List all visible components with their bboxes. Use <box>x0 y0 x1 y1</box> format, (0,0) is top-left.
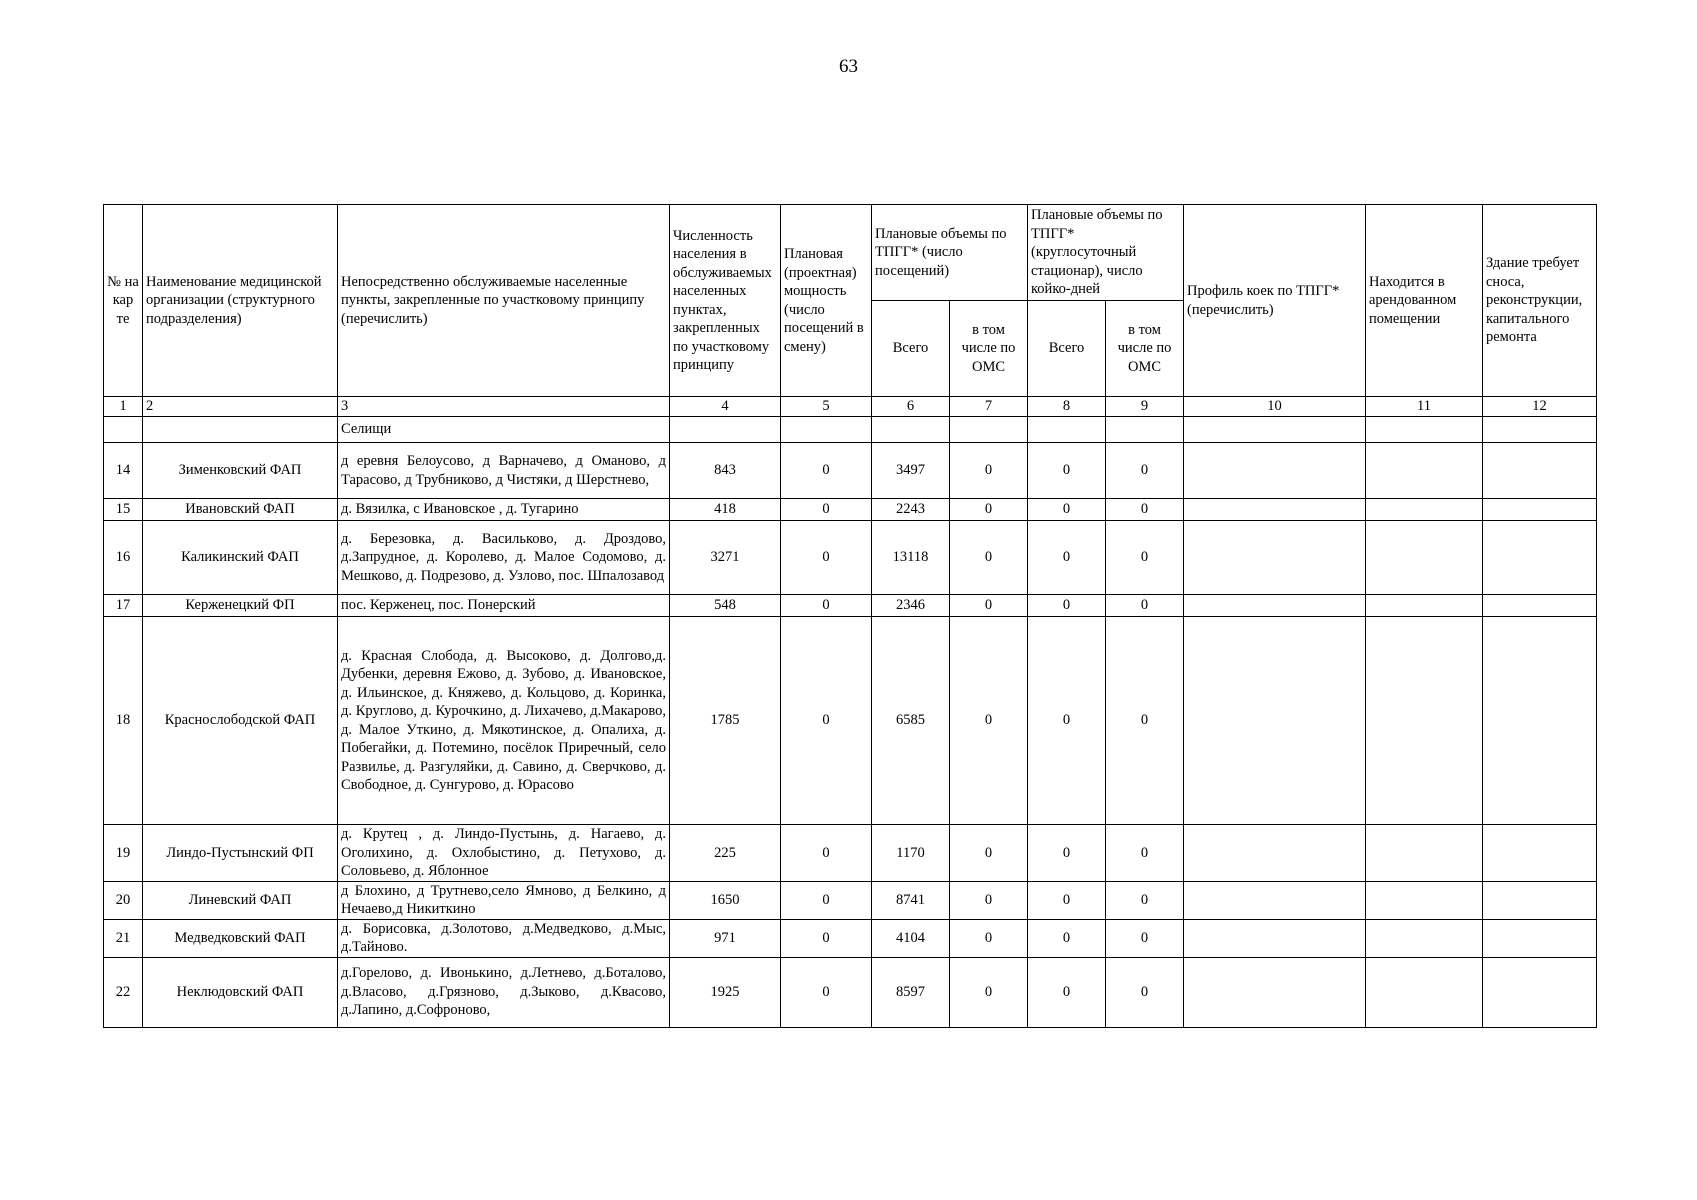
beds-oms: 0 <box>1106 957 1184 1027</box>
beds-total: 0 <box>1028 595 1106 617</box>
organization-name: Зименковский ФАП <box>143 443 338 499</box>
rented-premises <box>1366 443 1483 499</box>
column-number: 12 <box>1483 397 1597 417</box>
row-number: 19 <box>104 825 143 882</box>
table-row <box>104 595 1597 617</box>
bed-profile <box>1184 443 1366 499</box>
header-building-repair: Здание требует сноса, реконструкции, капитального ремонта <box>1483 205 1597 397</box>
beds-total: 0 <box>1028 521 1106 595</box>
header-population: Численность населения в обслуживаемых населенных пунктах, закрепленных по участковому принципу <box>670 205 781 397</box>
population: 1785 <box>670 617 781 825</box>
beds-oms: 0 <box>1106 881 1184 919</box>
beds-total: 0 <box>1028 617 1106 825</box>
organization-name: Каликинский ФАП <box>143 521 338 595</box>
bed-profile <box>1184 881 1366 919</box>
population: 548 <box>670 595 781 617</box>
beds-total: 0 <box>1028 881 1106 919</box>
capacity: 0 <box>781 521 872 595</box>
capacity: 0 <box>781 499 872 521</box>
visits-oms: 0 <box>950 443 1028 499</box>
visits-total: 8741 <box>872 881 950 919</box>
capacity: 0 <box>781 443 872 499</box>
organization-name: Линевский ФАП <box>143 881 338 919</box>
column-number: 4 <box>670 397 781 417</box>
row-number: 21 <box>104 919 143 957</box>
table-row <box>104 617 1597 825</box>
population: 418 <box>670 499 781 521</box>
visits-oms: 0 <box>950 919 1028 957</box>
rented-premises <box>1366 919 1483 957</box>
header-organization-name: Наименование медицинской организации (структурного подразделения) <box>143 205 338 397</box>
settlements-list: д. Красная Слобода, д. Высоково, д. Долгово,д. Дубенки, деревня Ежово, д. Зубово, д. Ивановское, д. Ильинское, д. Княжево, д. Кольцово, д. Коринка, д. Круглово, д. Курочкино, д. Лихачево, д.Макарово, д. Малое Уткино, д. Мякотинское, д. Опалиха, д. Побегайки, д. Потемино, посёлок Приречный, село Развилье, д. Разгуляйки, д. Савино, д. Сверчково, д. Свободное, д. Сунгурово, д. Юрасово <box>338 617 670 825</box>
population: 225 <box>670 825 781 882</box>
building-repair <box>1483 595 1597 617</box>
column-number: 9 <box>1106 397 1184 417</box>
column-number: 3 <box>338 397 670 417</box>
population: 3271 <box>670 521 781 595</box>
beds-oms: 0 <box>1106 595 1184 617</box>
visits-total: 2346 <box>872 595 950 617</box>
organization-name: Керженецкий ФП <box>143 595 338 617</box>
visits-oms: 0 <box>950 595 1028 617</box>
column-number: 11 <box>1366 397 1483 417</box>
table-row <box>104 825 1597 882</box>
rented-premises <box>1366 595 1483 617</box>
section-title: Селищи <box>338 417 670 443</box>
beds-oms: 0 <box>1106 919 1184 957</box>
settlements-list: д. Крутец , д. Линдо-Пустынь, д. Нагаево, д. Оголихино, д. Охлобыстино, д. Петухово, д. Соловьево, д. Яблонное <box>338 825 670 882</box>
population: 1650 <box>670 881 781 919</box>
capacity: 0 <box>781 617 872 825</box>
capacity: 0 <box>781 881 872 919</box>
settlements-list: д.Горелово, д. Ивонькино, д.Летнево, д.Боталово, д.Власово, д.Грязново, д.Зыково, д.Квасово, д.Лапино, д.Софроново, <box>338 957 670 1027</box>
header-planned-bed-days: Плановые объемы по ТПГГ* (круглосуточный стационар), число койко-дней <box>1028 205 1184 301</box>
column-number: 5 <box>781 397 872 417</box>
settlements-list: д Блохино, д Трутнево,село Ямново, д Белкино, д Нечаево,д Никиткино <box>338 881 670 919</box>
column-number: 8 <box>1028 397 1106 417</box>
header-beds-total: Всего <box>1028 301 1106 397</box>
organization-name: Линдо-Пустынский ФП <box>143 825 338 882</box>
header-bed-profile: Профиль коек по ТПГГ* (перечислить) <box>1184 205 1366 397</box>
row-number: 18 <box>104 617 143 825</box>
rented-premises <box>1366 881 1483 919</box>
visits-total: 3497 <box>872 443 950 499</box>
beds-total: 0 <box>1028 919 1106 957</box>
organization-name: Медведковский ФАП <box>143 919 338 957</box>
row-number: 16 <box>104 521 143 595</box>
organization-name: Ивановский ФАП <box>143 499 338 521</box>
building-repair <box>1483 443 1597 499</box>
rented-premises <box>1366 825 1483 882</box>
settlements-list: д еревня Белоусово, д Варначево, д Оманово, д Тарасово, д Трубниково, д Чистяки, д Шерстнево, <box>338 443 670 499</box>
rented-premises <box>1366 617 1483 825</box>
beds-total: 0 <box>1028 499 1106 521</box>
visits-total: 1170 <box>872 825 950 882</box>
visits-oms: 0 <box>950 521 1028 595</box>
row-number: 15 <box>104 499 143 521</box>
beds-oms: 0 <box>1106 443 1184 499</box>
bed-profile <box>1184 595 1366 617</box>
rented-premises <box>1366 499 1483 521</box>
table-row <box>104 499 1597 521</box>
capacity: 0 <box>781 957 872 1027</box>
capacity: 0 <box>781 825 872 882</box>
rented-premises <box>1366 521 1483 595</box>
bed-profile <box>1184 919 1366 957</box>
header-capacity: Плановая (проектная) мощность (число посещений в смену) <box>781 205 872 397</box>
data-rows <box>104 443 1597 1028</box>
population: 843 <box>670 443 781 499</box>
visits-total: 2243 <box>872 499 950 521</box>
visits-oms: 0 <box>950 881 1028 919</box>
beds-total: 0 <box>1028 825 1106 882</box>
bed-profile <box>1184 825 1366 882</box>
header-visits-oms: в том числе по ОМС <box>950 301 1028 397</box>
capacity: 0 <box>781 595 872 617</box>
table-row <box>104 443 1597 499</box>
section-row <box>104 417 1597 443</box>
column-number: 7 <box>950 397 1028 417</box>
table-row <box>104 881 1597 919</box>
column-number: 1 <box>104 397 143 417</box>
visits-total: 13118 <box>872 521 950 595</box>
population: 1925 <box>670 957 781 1027</box>
beds-oms: 0 <box>1106 521 1184 595</box>
row-number: 22 <box>104 957 143 1027</box>
building-repair <box>1483 617 1597 825</box>
bed-profile <box>1184 499 1366 521</box>
beds-total: 0 <box>1028 443 1106 499</box>
column-number-row <box>104 397 1597 417</box>
column-number: 6 <box>872 397 950 417</box>
visits-total: 4104 <box>872 919 950 957</box>
facilities-table <box>103 204 1597 1028</box>
column-number: 10 <box>1184 397 1366 417</box>
header-rented-premises: Находится в арендованном помещении <box>1366 205 1483 397</box>
table-row <box>104 521 1597 595</box>
header-visits-total: Всего <box>872 301 950 397</box>
beds-oms: 0 <box>1106 825 1184 882</box>
column-number: 2 <box>143 397 338 417</box>
settlements-list: д. Борисовка, д.Золотово, д.Медведково, д.Мыс, д.Тайново. <box>338 919 670 957</box>
building-repair <box>1483 881 1597 919</box>
bed-profile <box>1184 957 1366 1027</box>
organization-name: Краснослободской ФАП <box>143 617 338 825</box>
header-settlements: Непосредственно обслуживаемые населенные пункты, закрепленные по участковому принципу (перечислить) <box>338 205 670 397</box>
visits-total: 8597 <box>872 957 950 1027</box>
settlements-list: д. Березовка, д. Васильково, д. Дроздово, д.Запрудное, д. Королево, д. Малое Содомово, д. Мешково, д. Подрезово, д. Узлово, пос. Шпалозавод <box>338 521 670 595</box>
visits-total: 6585 <box>872 617 950 825</box>
organization-name: Неклюдовский ФАП <box>143 957 338 1027</box>
settlements-list: пос. Керженец, пос. Понерский <box>338 595 670 617</box>
header-map-number: № на кар те <box>104 205 143 397</box>
population: 971 <box>670 919 781 957</box>
table-row <box>104 919 1597 957</box>
bed-profile <box>1184 521 1366 595</box>
visits-oms: 0 <box>950 617 1028 825</box>
page-number: 63 <box>839 56 858 77</box>
header-planned-visits: Плановые объемы по ТПГГ* (число посещений) <box>872 205 1028 301</box>
visits-oms: 0 <box>950 499 1028 521</box>
capacity: 0 <box>781 919 872 957</box>
rented-premises <box>1366 957 1483 1027</box>
building-repair <box>1483 521 1597 595</box>
visits-oms: 0 <box>950 825 1028 882</box>
bed-profile <box>1184 617 1366 825</box>
header-beds-oms: в том числе по ОМС <box>1106 301 1184 397</box>
row-number: 14 <box>104 443 143 499</box>
building-repair <box>1483 957 1597 1027</box>
settlements-list: д. Вязилка, с Ивановское , д. Тугарино <box>338 499 670 521</box>
table-row <box>104 957 1597 1027</box>
beds-total: 0 <box>1028 957 1106 1027</box>
building-repair <box>1483 825 1597 882</box>
beds-oms: 0 <box>1106 499 1184 521</box>
building-repair <box>1483 919 1597 957</box>
building-repair <box>1483 499 1597 521</box>
beds-oms: 0 <box>1106 617 1184 825</box>
row-number: 20 <box>104 881 143 919</box>
visits-oms: 0 <box>950 957 1028 1027</box>
row-number: 17 <box>104 595 143 617</box>
